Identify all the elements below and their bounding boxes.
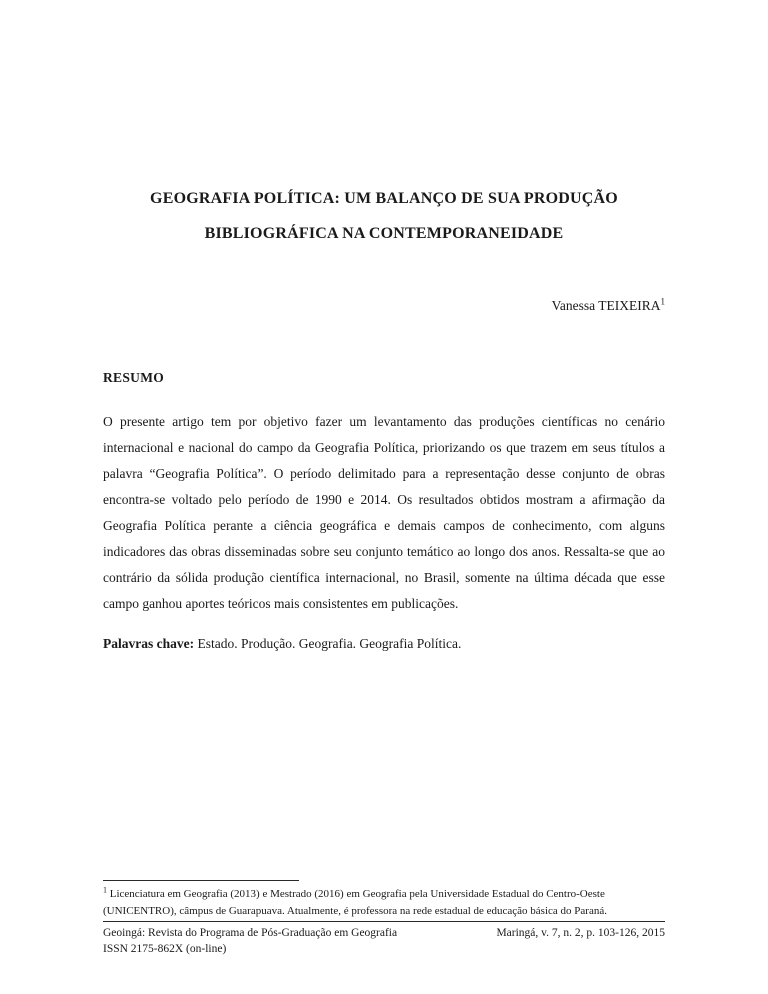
footer-issue-info: Maringá, v. 7, n. 2, p. 103-126, 2015	[496, 927, 665, 939]
footnote-marker: 1	[103, 885, 107, 895]
footer-issn: ISSN 2175-862X (on-line)	[103, 943, 227, 955]
abstract-body: O presente artigo tem por objetivo fazer um levantamento das produções científicas no cenário internacional e nacional do campo da Geografia Política, priorizando os que trazem em seus títulos a palavra “Geografia Política”. O período delimitado para a representação desse conjunto de obras encontra-se voltado pelo período de 1990 e 2014. Os resultados obtidos mostram a afirmação da Geografia Política perante a ciência geográfica e demais campos de conhecimento, com alguns indicadores das obras disseminadas sobre seu conjunto temático ao longo dos anos. Ressalta-se que ao contrário da sólida produção científica internacional, no Brasil, somente na última década que esse campo ganhou aportes teóricos mais consistentes em publicações.	[103, 414, 665, 611]
author-line	[103, 296, 665, 316]
keywords-label: Palavras chave:	[103, 636, 195, 651]
page-content	[103, 0, 665, 657]
abstract-heading: RESUMO	[103, 370, 165, 385]
author-footnote-marker: 1	[660, 296, 665, 307]
footer-row	[103, 925, 665, 941]
paper-title: GEOGRAFIA POLÍTICA: UM BALANÇO DE SUA PRODUÇÃO BIBLIOGRÁFICA NA CONTEMPORANEIDADE	[150, 190, 618, 242]
keywords-line	[103, 631, 665, 657]
footnote-block	[103, 880, 665, 957]
keywords-text: Estado. Produção. Geografia. Geografia Política.	[197, 636, 462, 651]
footnote-text	[103, 886, 665, 920]
author-name: Vanessa TEIXEIRA	[551, 298, 661, 313]
footnote-body: Licenciatura em Geografia (2013) e Mestrado (2016) em Geografia pela Universidade Estadual do Centro-Oeste (UNICENTRO), câmpus de Guarapuava. Atualmente, é professora na rede estadual de educação básica do Paraná.	[103, 888, 607, 917]
footer-separator-rule	[103, 921, 665, 922]
footer-journal-name: Geoingá: Revista do Programa de Pós-Graduação em Geografia	[103, 927, 398, 939]
footnote-separator-rule	[103, 880, 299, 881]
